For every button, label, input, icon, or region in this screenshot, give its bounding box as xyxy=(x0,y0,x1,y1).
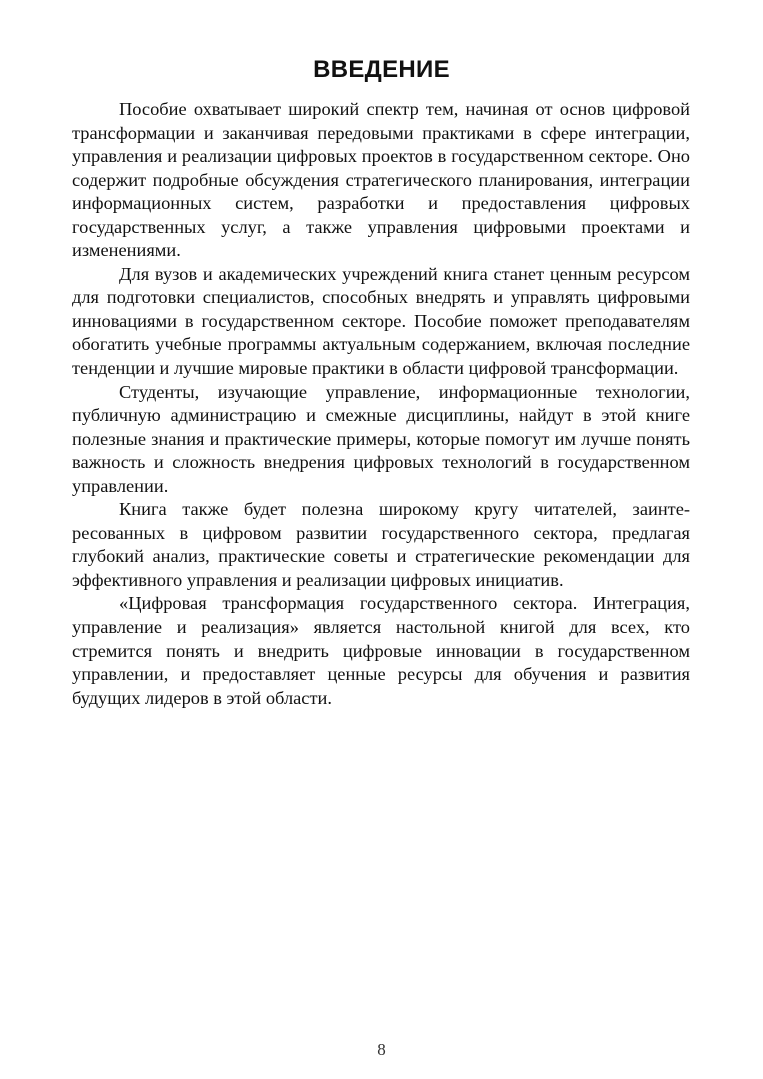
paragraph: Пособие охватывает широкий спектр тем, начиная от основ цифровой трансформации и заканчивая передовыми практиками в сфере интеграции, управления и реализации цифровых проектов в государственном секторе. Оно содержит подробные обсуждения стратегического планирования, интеграции информационных систем, разработки и предоставления цифровых государственных услуг, а также управления цифровыми проектами и изменениями. xyxy=(72,99,690,261)
paragraph: Студенты, изучающие управление, информационные технологии, публичную администрацию и смежные дисциплины, найдут в этой книге полезные знания и практические примеры, которые помогут им лучше понять важность и сложность внедрения цифровых технологий в государственном управлении. xyxy=(72,381,690,496)
paragraph: Книга также будет полезна широкому кругу читателей, заинтересованных в цифровом развитии государственного сектора, предлагая глубокий анализ, практические советы и стратегические рекомендации для эффективного управления и реализации цифровых инициатив. xyxy=(72,499,690,590)
page-number: 8 xyxy=(377,1040,386,1059)
paragraph: «Цифровая трансформация государственного сектора. Интеграция, управление и реализация» является настольной книгой для всех, кто стремится понять и внедрить цифровые инновации в государственном управлении, и предоставляет ценные ресурсы для обучения и развития будущих лидеров в этой области. xyxy=(72,593,690,708)
page-title: ВВЕДЕНИЕ xyxy=(313,56,450,83)
body-text xyxy=(72,98,690,710)
paragraph: Для вузов и академических учреждений книга станет ценным ресурсом для подготовки специалистов, способных внедрять и управлять цифровыми инновациями в государственном секторе. Пособие поможет преподавателям обогатить учебные программы актуальным содержанием, включая последние тенденции и лучшие мировые практики в области цифровой трансформации. xyxy=(72,263,690,379)
